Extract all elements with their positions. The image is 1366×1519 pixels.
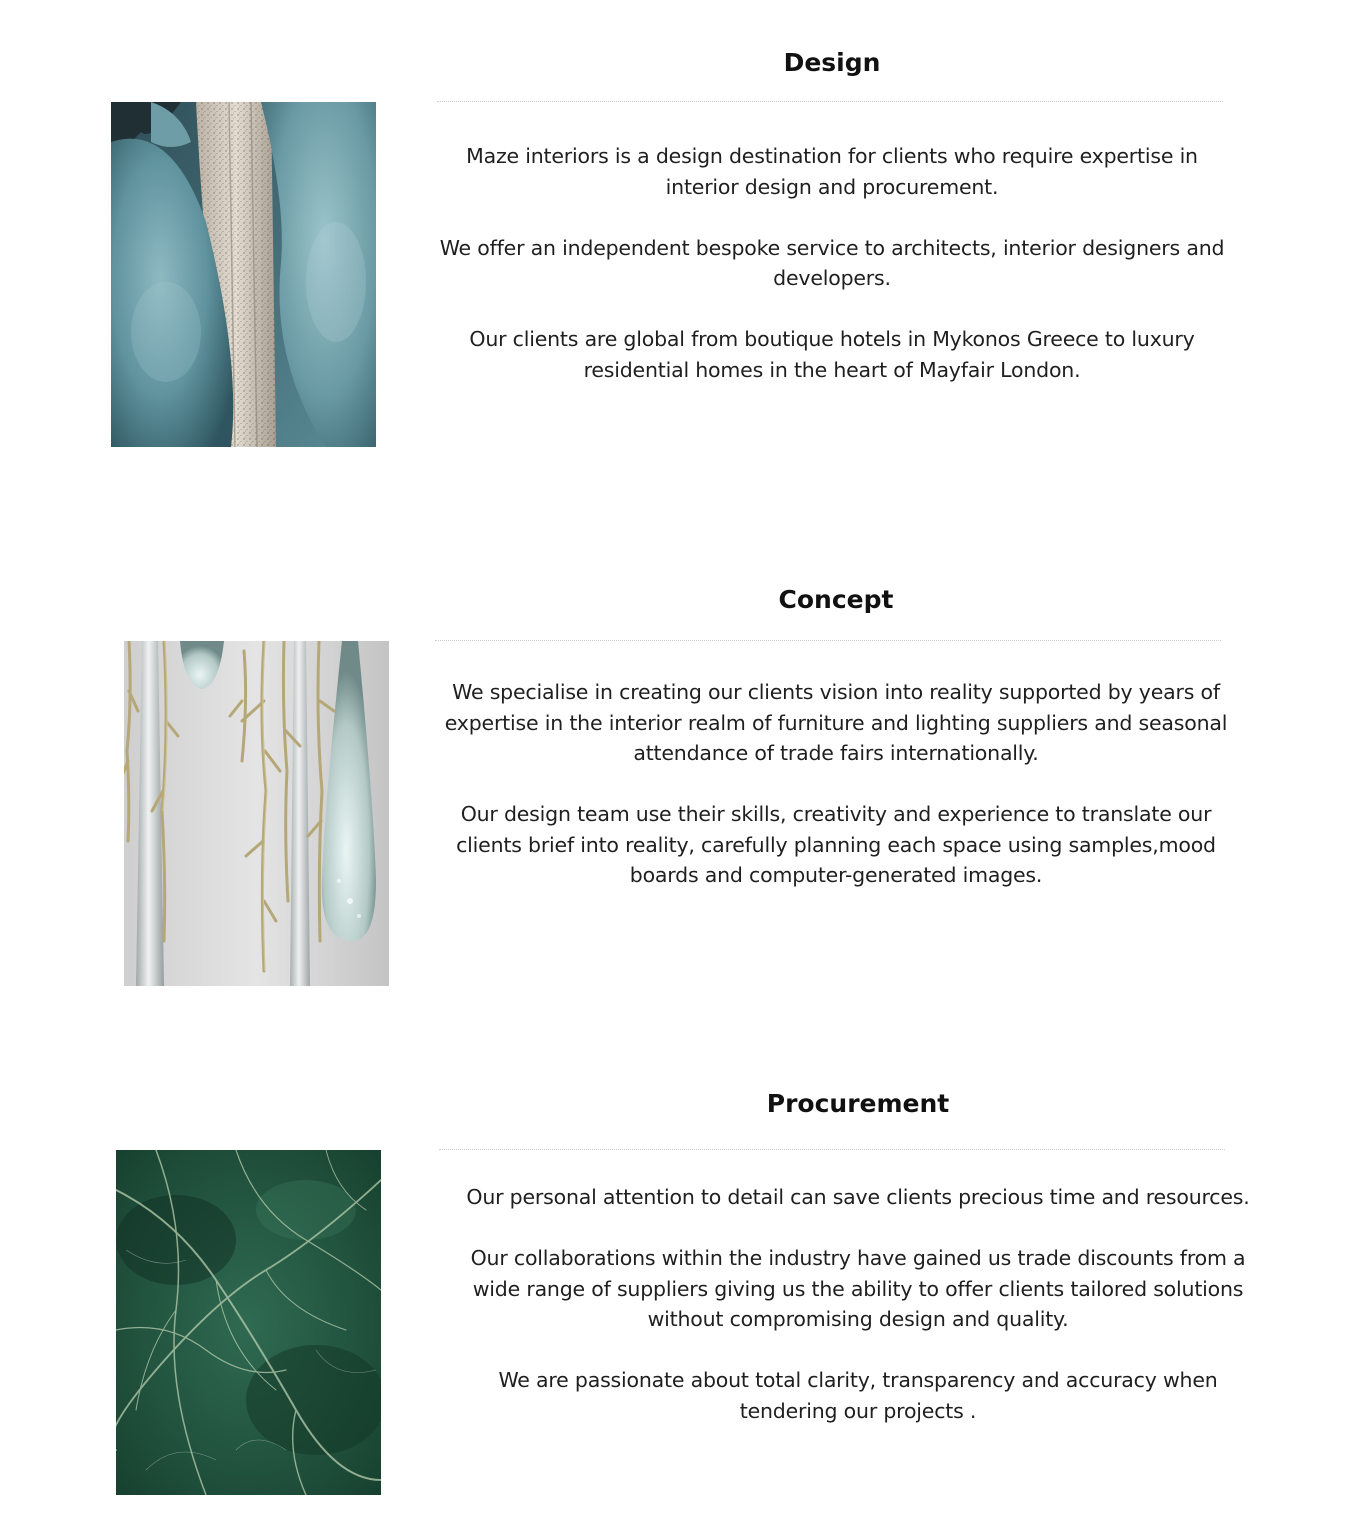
- section-divider: [435, 640, 1221, 641]
- green-marble-texture-image: [116, 1150, 381, 1495]
- section-title: Procurement: [766, 1089, 950, 1118]
- paragraph: We offer an independent bespoke service to architects, interior designers and developers.: [439, 235, 1225, 290]
- section-body: [436, 677, 1236, 891]
- section-divider: [437, 101, 1223, 102]
- paragraph: Our design team use their skills, creativity and experience to translate our clients brief into reality, carefully planning each space using samples,mood boards and computer-generated images.: [456, 802, 1216, 887]
- paragraph: Maze interiors is a design destination for clients who require expertise in interior design and procurement.: [466, 144, 1198, 199]
- paragraph: Our personal attention to detail can save clients precious time and resources.: [466, 1185, 1250, 1209]
- paragraph: Our clients are global from boutique hotels in Mykonos Greece to luxury residential homes in the heart of Mayfair London.: [469, 327, 1195, 382]
- paragraph: Our collaborations within the industry have gained us trade discounts from a wide range of suppliers giving us the ability to offer clients tailored solutions without compromising design and quality.: [470, 1246, 1246, 1331]
- section-body: [432, 141, 1232, 385]
- section-divider: [439, 1149, 1225, 1150]
- paragraph: We are passionate about total clarity, transparency and accuracy when tendering our projects .: [498, 1368, 1218, 1423]
- section-title: Concept: [778, 585, 894, 614]
- glass-droplet-brass-branch-image: [124, 641, 389, 986]
- paragraph: We specialise in creating our clients vision into reality supported by years of expertise in the interior realm of furniture and lighting suppliers and seasonal attendance of trade fairs internationally.: [444, 680, 1228, 765]
- section-title: Design: [783, 48, 881, 77]
- section-body: [458, 1182, 1258, 1426]
- patinated-bronze-sculpture-image: [111, 102, 376, 447]
